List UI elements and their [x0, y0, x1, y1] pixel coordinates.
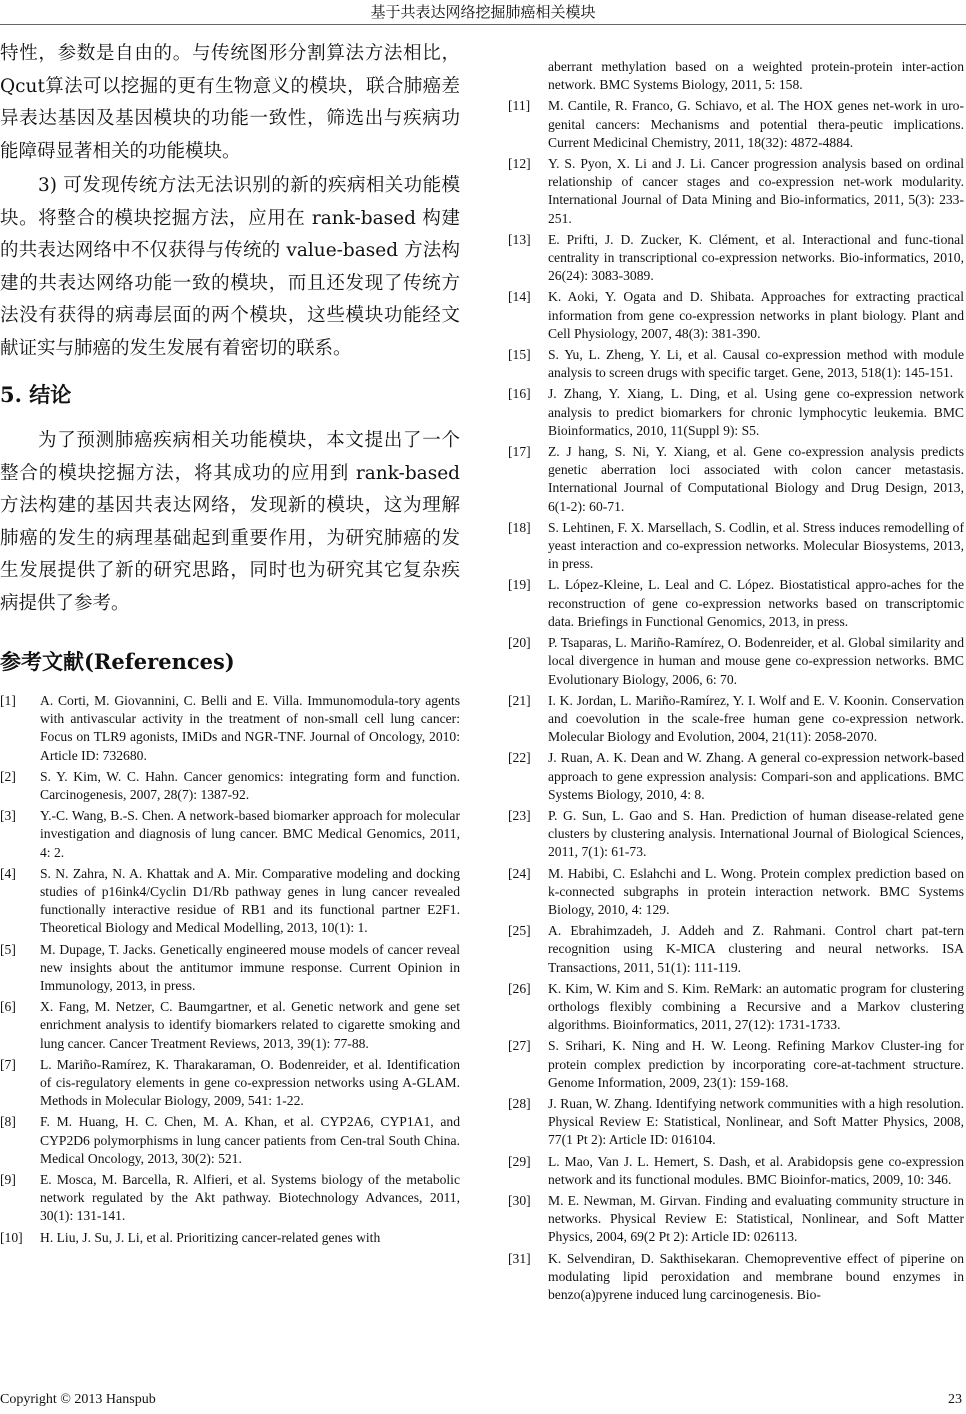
left-column	[0, 38, 460, 1250]
reference-item: [8] F. M. Huang, H. C. Chen, M. A. Khan, et al. CYP2A6, CYP1A1, and CYP2D6 polymorphisms in lung cancer patients from Cen-tral South China. Medical Oncology, 2013, 30(2): 521.	[0, 1114, 460, 1166]
running-header: 基于共表达网络挖掘肺癌相关模块	[370, 3, 596, 21]
reference-item: [31] K. Selvendiran, D. Sakthisekaran. Chemopreventive effect of piperine on modulating lipid peroxidation and membrane bound enzymes in benzo(a)pyrene induced lung carcinogenesis. Bio-	[508, 1250, 964, 1302]
reference-item: [22] J. Ruan, A. K. Dean and W. Zhang. A general co-expression network-based approach to gene expression analysis: Compari-son and applications. BMC Systems Biology, 2010, 4: 8.	[508, 750, 964, 802]
section-title-conclusion: 5. 结论	[0, 382, 72, 407]
reference-item: [14] K. Aoki, Y. Ogata and D. Shibata. Approaches for extracting practical information from gene co-expression networks in plant biology. Plant and Cell Physiology, 2007, 48(3): 381-390.	[508, 289, 964, 341]
paragraph-conclusion: 为了预测肺癌疾病相关功能模块，本文提出了一个整合的模块挖掘方法，将其成功的应用到 rank-based 方法构建的基因共表达网络，发现新的模块，这为理解肺癌的发生的病理基础起到重要作用，为研究肺癌的发生发展提供了新的研究思路，同时也为研究其它复杂疾病提供了参考。	[0, 430, 460, 614]
reference-item: [12] Y. S. Pyon, X. Li and J. Li. Cancer progression analysis based on ordinal relationship of cancer stages and co-expression net-work modularity. International Journal of Data Mining and Bio-informatics, 2011, 5(3): 233-251.	[508, 156, 964, 226]
references-title: 参考文献(References)	[0, 649, 235, 674]
reference-item: [29] L. Mao, Van J. L. Hemert, S. Dash, et al. Arabidopsis gene co-expression network and its functional modules. BMC Bioinfor-matics, 2009, 10: 346.	[508, 1153, 964, 1187]
reference-item: [30] M. E. Newman, M. Girvan. Finding and evaluating community structure in networks. Physical Review E: Statistical, Nonlinear, and Soft Matter Physics, 2004, 69(2 Pt 2): Article ID: 026113.	[508, 1192, 964, 1245]
reference-item: [16] J. Zhang, Y. Xiang, L. Ding, et al. Using gene co-expression network analysis to predict biomarkers for chronic lymphocytic leukemia. BMC Bioinformatics, 2010, 11(Suppl 9): S5.	[508, 386, 964, 438]
reference-list-right	[508, 97, 964, 1304]
reference-item: [11] M. Cantile, R. Franco, G. Schiavo, et al. The HOX genes net-work in uro-genital cancers: Mechanisms and potential thera-peutic implications. Current Medicinal Chemistry, 2011, 18(32): 4872-4884.	[508, 98, 964, 150]
reference-item: [5] M. Dupage, T. Jacks. Genetically engineered mouse models of cancer reveal new insights about the antitumor immune response. Current Opinion in Immunology, 2013, in press.	[0, 941, 460, 994]
page-number: 23	[948, 1392, 962, 1407]
header-rule	[0, 24, 966, 25]
reference-item: [15] S. Yu, L. Zheng, Y. Li, et al. Causal co-expression method with module analysis to screen drugs with specific target. Gene, 2013, 518(1): 145-151.	[508, 347, 964, 381]
reference-item: [19] L. López-Kleine, L. Leal and C. López. Biostatistical appro-aches for the reconstruction of gene co-expression networks based on transcriptomic data. Briefings in Functional Genomics, 2013, in press.	[508, 577, 964, 629]
reference-item: [18] S. Lehtinen, F. X. Marsellach, S. Codlin, et al. Stress induces remodelling of yeast interaction and co-expression networks. Molecular Biosystems, 2013, in press.	[508, 519, 964, 572]
reference-item: [20] P. Tsaparas, L. Mariño-Ramírez, O. Bodenreider, et al. Global similarity and local divergence in human and mouse gene co-expression networks. BMC Evolutionary Biology, 2006, 6: 70.	[508, 635, 964, 687]
reference-item: [9] E. Mosca, M. Barcella, R. Alfieri, et al. Systems biology of the metabolic network regulated by the Akt pathway. Biotechnology Advances, 2011, 30(1): 131-141.	[0, 1172, 460, 1224]
reference-continuation: aberrant methylation based on a weighted protein-protein inter-action network. BMC Systems Biology, 2011, 5: 158.	[548, 59, 964, 93]
reference-item: [28] J. Ruan, W. Zhang. Identifying network communities with a high resolution. Physical Review E: Statistical, Nonlinear, and Soft Matter Physics, 2008, 77(1 Pt 2): Article ID: 016104.	[508, 1095, 964, 1148]
reference-list-left	[0, 692, 460, 1247]
paragraph-point-3: 3) 可发现传统方法无法识别的新的疾病相关功能模块。将整合的模块挖掘方法，应用在 rank-based 构建的共表达网络中不仅获得与传统的 value-based 方法构建的共表达网络功能一致的模块，而且还发现了传统方法没有获得的病毒层面的两个模块，这些模块功能经文献证实与肺癌的发生发展有着密切的联系。	[0, 175, 460, 359]
reference-item: [2] S. Y. Kim, W. C. Hahn. Cancer genomics: integrating form and function. Carcinogenesis, 2007, 28(7): 1387-92.	[0, 768, 460, 803]
reference-item: [17] Z. J hang, S. Ni, Y. Xiang, et al. Gene co-expression analysis predicts genetic aberration loci associated with colon cancer metastasis. International Journal of Computational Biology and Drug Design, 2013, 6(1-2): 60-71.	[508, 444, 964, 514]
reference-item: [1] A. Corti, M. Giovannini, C. Belli and E. Villa. Immunomodula-tory agents with antivascular activity in the treatment of non-small cell lung cancer: Focus on TLR9 agonists, IMiDs and NGR-TNF. Journal of Oncology, 2010: Article ID: 732680.	[0, 693, 460, 763]
reference-item: [25] A. Ebrahimzadeh, J. Addeh and Z. Rahmani. Control chart pat-tern recognition using K-MICA clustering and neural networks. ISA Transactions, 2011, 51(1): 111-119.	[508, 923, 964, 975]
right-column	[508, 58, 964, 1307]
reference-item: [10] H. Liu, J. Su, J. Li, et al. Prioritizing cancer-related genes with	[0, 1229, 381, 1245]
reference-item: [6] X. Fang, M. Netzer, C. Baumgartner, et al. Genetic network and gene set enrichment analysis to identify biomarkers related to cigarette smoking and lung cancer. Cancer Treatment Reviews, 2013, 39(1): 77-88.	[0, 999, 460, 1051]
reference-item: [27] S. Srihari, K. Ning and H. W. Leong. Refining Markov Cluster-ing for protein complex prediction by incorporating core-at-tachment structure. Genome Information, 2009, 23(1): 159-168.	[508, 1038, 964, 1090]
reference-item: [21] I. K. Jordan, L. Mariño-Ramírez, Y. I. Wolf and E. V. Koonin. Conservation and coevolution in the scale-free human gene co-expression network. Molecular Biology and Evolution, 2004, 21(11): 2058-2070.	[508, 692, 964, 745]
copyright-notice: Copyright © 2013 Hanspub	[0, 1392, 156, 1407]
paragraph-continuation: 特性，参数是自由的。与传统图形分割算法方法相比，Qcut算法可以挖掘的更有生物意义的模块，联合肺癌差异表达基因及基因模块的功能一致性，筛选出与疾病功能障碍显著相关的功能模块。	[0, 43, 460, 162]
reference-item: [23] P. G. Sun, L. Gao and S. Han. Prediction of human disease-related gene clusters by clustering analysis. International Journal of Biological Sciences, 2011, 7(1): 61-73.	[508, 807, 964, 860]
reference-item: [26] K. Kim, W. Kim and S. Kim. ReMark: an automatic program for clustering orthologs flexibly combining a Recursive and a Markov clustering algorithms. Bioinformatics, 2011, 27(12): 1731-1733.	[508, 980, 964, 1033]
reference-item: [24] M. Habibi, C. Eslahchi and L. Wong. Protein complex prediction based on k-connected subgraphs in protein interaction network. BMC Systems Biology, 2010, 4: 129.	[508, 865, 964, 917]
reference-item: [3] Y.-C. Wang, B.-S. Chen. A network-based biomarker approach for molecular investigation and diagnosis of lung cancer. BMC Medical Genomics, 2011, 4: 2.	[0, 808, 460, 860]
reference-item: [7] L. Mariño-Ramírez, K. Tharakaraman, O. Bodenreider, et al. Identification of cis-regulatory elements in gene co-expression networks using A-GLAM. Methods in Molecular Biology, 2009, 541: 1-22.	[0, 1056, 460, 1109]
reference-item: [13] E. Prifti, J. D. Zucker, K. Clément, et al. Interactional and func-tional centrality in transcriptional co-expression networks. Bio-informatics, 2010, 26(24): 3083-3089.	[508, 231, 964, 284]
reference-item: [4] S. N. Zahra, N. A. Khattak and A. Mir. Comparative modeling and docking studies of p16ink4/Cyclin D1/Rb pathway genes in lung cancer revealed functionally interactive residue of RB1 and its functional partner E2F1. Theoretical Biology and Medical Modelling, 2013, 10(1): 1.	[0, 865, 460, 936]
